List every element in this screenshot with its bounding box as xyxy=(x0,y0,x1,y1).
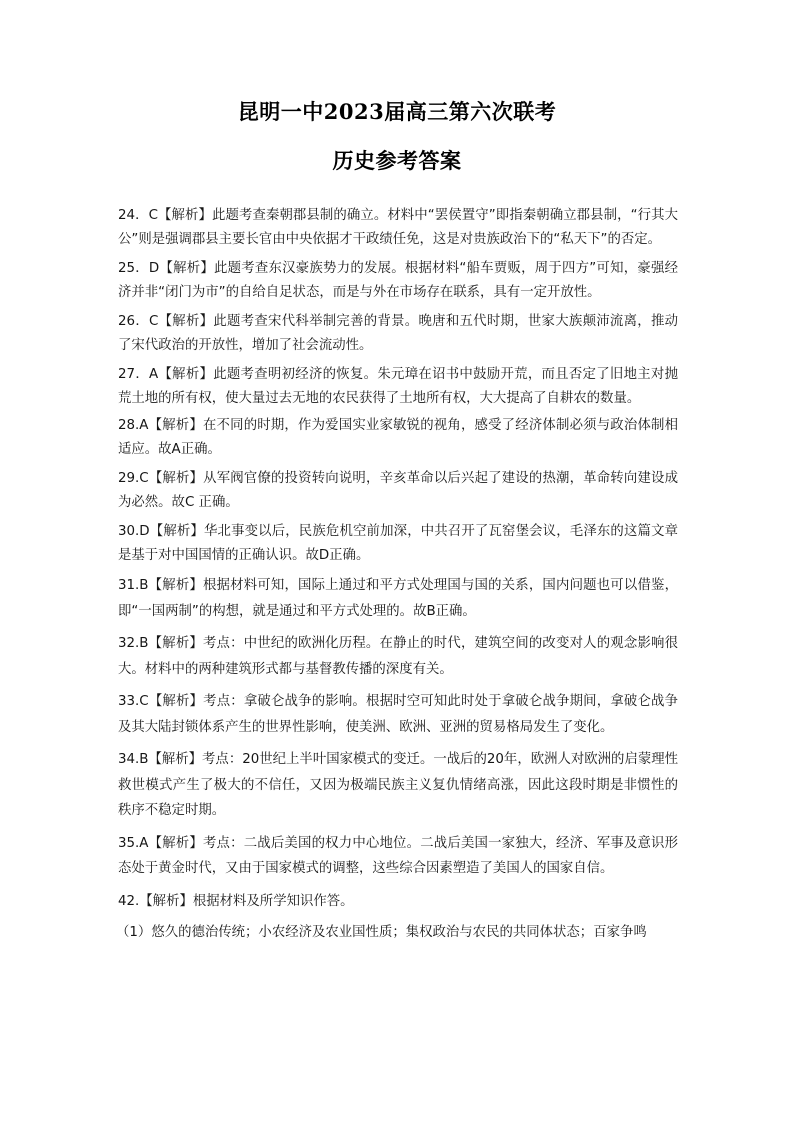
sub-item-text: 悠久的德治传统；小农经济及农业国性质；集权政治与农民的共同体状态；百家争鸣 xyxy=(151,925,647,940)
answer-text: 此题考查宋代科举制完善的背景。晚唐和五代时期，世家大族颠沛流离，推动了宋代政治的开放性，增加了社会流动性。 xyxy=(118,314,679,353)
answer-item-29 xyxy=(118,467,678,515)
answer-prefix: 42.【解析】 xyxy=(118,893,193,909)
answer-item-35 xyxy=(118,831,678,882)
answer-prefix: 25．D【解析】 xyxy=(118,261,214,276)
answer-prefix: 35.A【解析】 xyxy=(118,835,203,851)
answer-item-30 xyxy=(118,520,678,568)
answer-text: 从军阀官僚的投资转向说明，辛亥革命以后兴起了建设的热潮，革命转向建设成为必然。故C 正确。 xyxy=(118,471,678,510)
answer-text: 根据材料可知，国际上通过和平方式处理国与国的关系，国内问题也可以借鉴，即“一国两制”的构想，就是通过和平方式处理的。故B正确。 xyxy=(118,578,679,619)
answer-text: 华北事变以后，民族危机空前加深，中共召开了瓦窑堡会议，毛泽东的这篇文章是基于对中国国情的正确认识。故D正确。 xyxy=(118,524,679,563)
answer-item-31 xyxy=(118,573,678,624)
answer-prefix: 31.B【解析】 xyxy=(118,578,203,593)
answer-prefix: 26．C【解析】 xyxy=(118,314,214,329)
document-subtitle: 历史参考答案 xyxy=(332,148,462,173)
answer-prefix: 30.D【解析】 xyxy=(118,524,204,539)
sub-item-label: （1） xyxy=(116,925,152,940)
answer-item-24 xyxy=(118,204,678,252)
answer-sub-item-1 xyxy=(116,921,678,945)
answer-prefix: 32.B【解析】 xyxy=(118,636,203,651)
answer-prefix: 34.B【解析】 xyxy=(118,752,203,767)
answer-text: 此题考查明初经济的恢复。朱元璋在诏书中鼓励开荒，而且否定了旧地主对抛荒土地的所有权，使大量过去无地的农民获得了土地所有权，大大提高了自耕农的数量。 xyxy=(118,367,679,406)
answer-item-28 xyxy=(118,414,678,462)
answer-text: 此题考查东汉豪族势力的发展。根据材料“船车贾贩，周于四方”可知，豪强经济并非“闭门为市”的自给自足状态，而是与外在市场存在联系，具有一定开放性。 xyxy=(118,261,678,300)
answer-item-42 xyxy=(118,889,678,915)
answer-prefix: 27．A【解析】 xyxy=(118,367,214,382)
answer-list xyxy=(118,204,678,945)
answer-prefix: 29.C【解析】 xyxy=(118,471,204,486)
answer-item-25 xyxy=(118,257,678,305)
answer-text: 考点：二战后美国的权力中心地位。二战后美国一家独大，经济、军事及意识形态处于黄金时代，又由于国家模式的调整，这些综合因素塑造了美国人的国家自信。 xyxy=(118,835,678,876)
answer-prefix: 28.A【解析】 xyxy=(118,418,203,433)
answer-item-27 xyxy=(118,363,678,411)
answer-item-26 xyxy=(118,310,678,358)
answer-prefix: 33.C【解析】 xyxy=(118,694,204,709)
answer-item-34 xyxy=(118,747,678,824)
answer-text: 考点：20世纪上半叶国家模式的变迁。一战后的20年，欧洲人对欧洲的启蒙理性救世模式产生了极大的不信任，又因为极端民族主义复仇情绪高涨，因此这段时期是非惯性的秩序不稳定时期。 xyxy=(118,752,679,818)
answer-text: 根据材料及所学知识作答。 xyxy=(192,893,354,909)
answer-item-32 xyxy=(118,631,678,682)
answer-item-33 xyxy=(118,689,678,740)
answer-text: 在不同的时期，作为爱国实业家敏锐的视角，感受了经济体制必须与政治体制相适应。故A正确。 xyxy=(118,418,678,457)
answer-prefix: 24．C【解析】 xyxy=(118,208,213,223)
document-title: 昆明一中2023届高三第六次联考 xyxy=(237,99,557,124)
answer-text: 考点：中世纪的欧洲化历程。在静止的时代，建筑空间的改变对人的观念影响很大。材料中的两种建筑形式都与基督教传播的深度有关。 xyxy=(118,636,679,677)
answer-text: 此题考查秦朝郡县制的确立。材料中“罢侯置守”即指秦朝确立郡县制，“行其大公”则是强调郡县主要长官由中央依据才干政绩任免，这是对贵族政治下的“私天下”的否定。 xyxy=(118,208,679,247)
answer-text: 考点：拿破仑战争的影响。根据时空可知此时处于拿破仑战争期间，拿破仑战争及其大陆封锁体系产生的世界性影响，使美洲、欧洲、亚洲的贸易格局发生了变化。 xyxy=(118,694,678,735)
